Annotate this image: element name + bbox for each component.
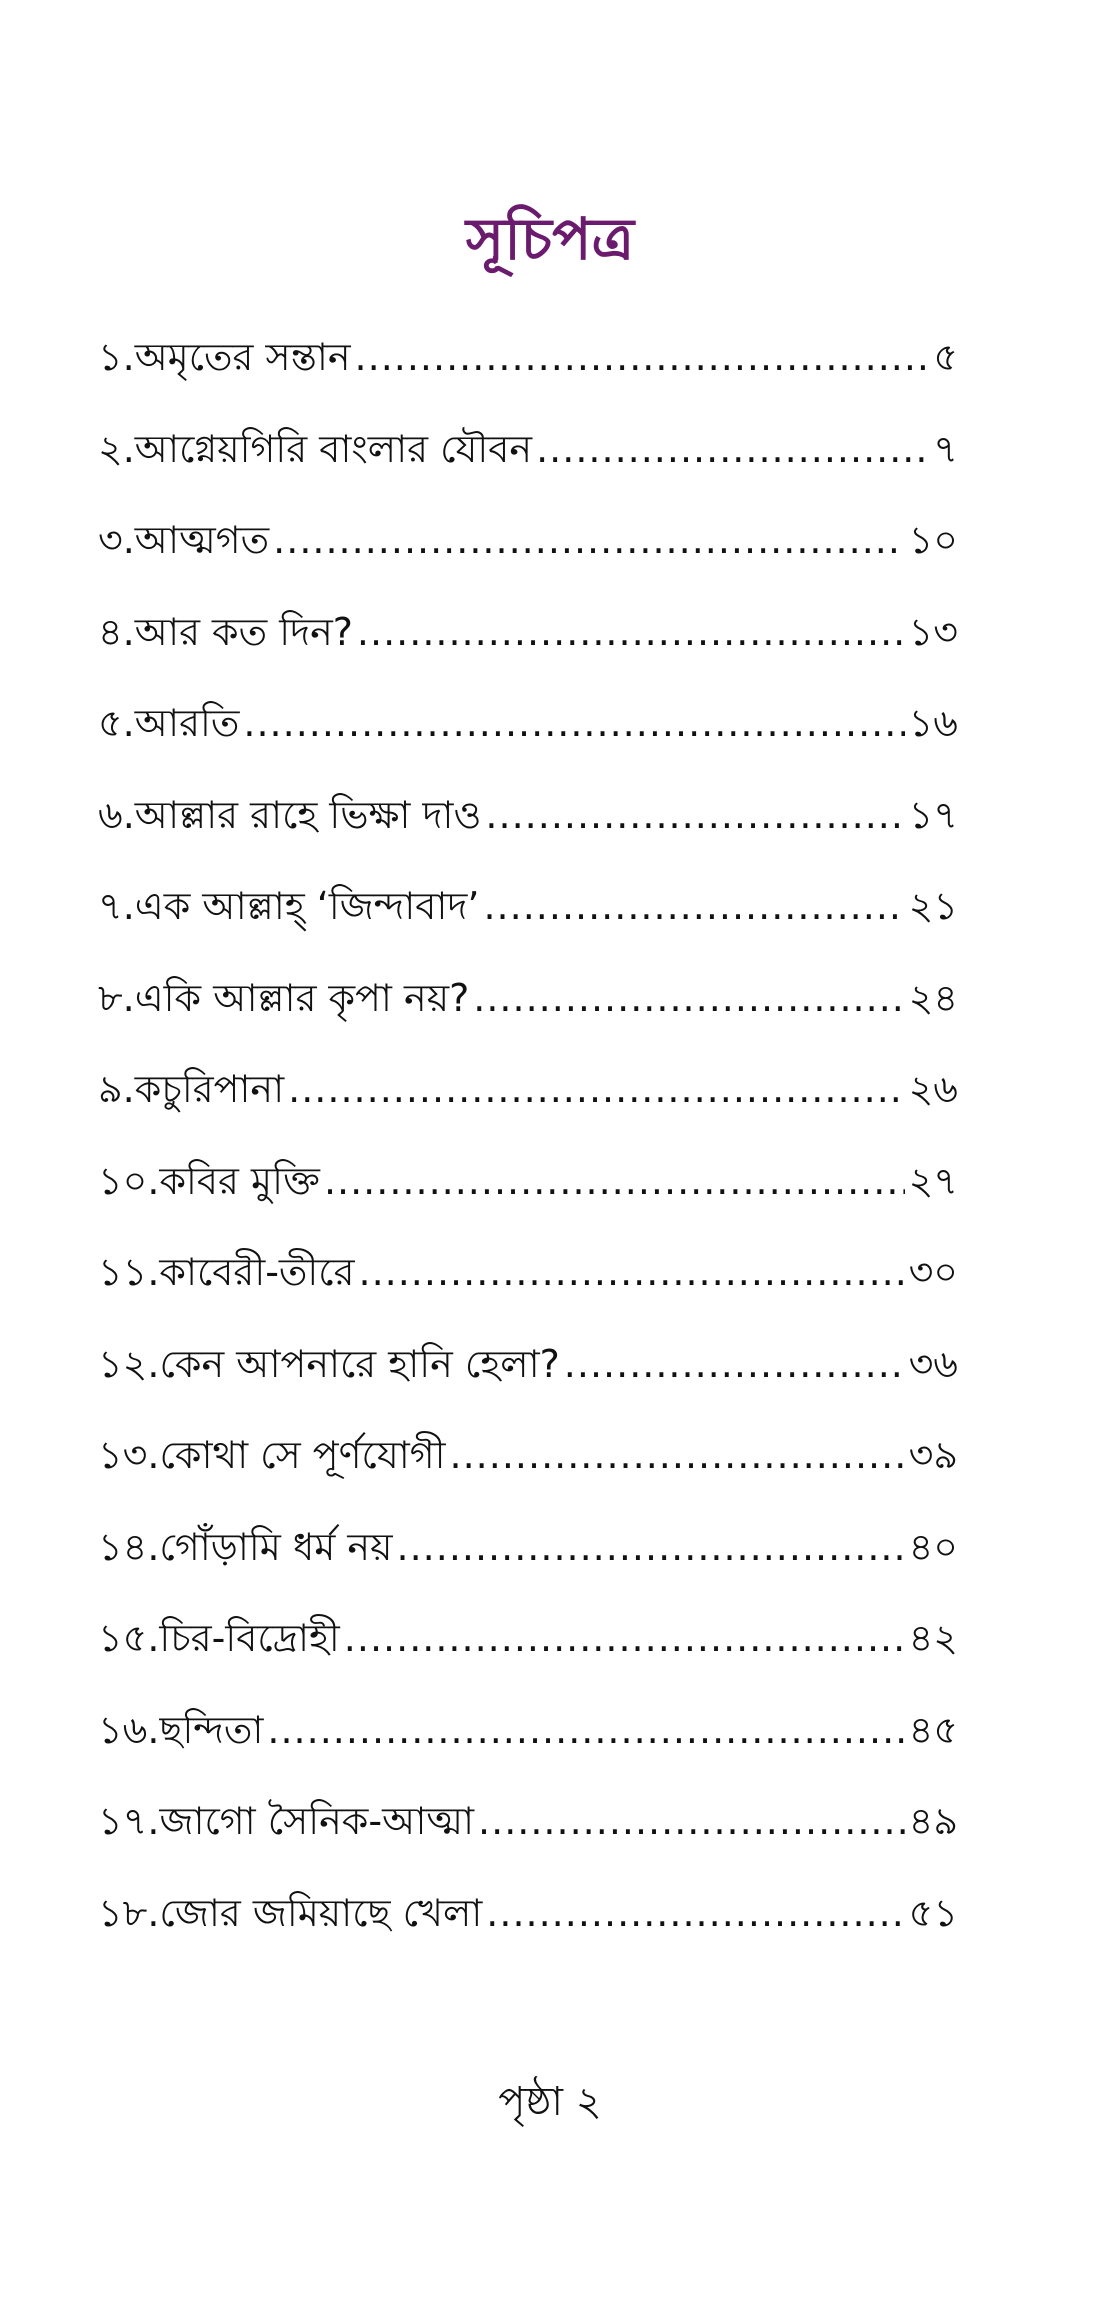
toc-entry-title: কাবেরী-তীরে <box>159 1250 355 1294</box>
toc-dot-leader <box>273 518 904 564</box>
toc-entry <box>98 1616 958 1708</box>
toc-entry-number: ১৭. <box>98 1799 160 1843</box>
toc-dot-leader <box>355 335 930 381</box>
toc-entry-number: ১৫. <box>98 1616 160 1660</box>
toc-entry <box>98 1525 958 1617</box>
toc-dot-leader <box>536 427 929 473</box>
toc-entry-title: জাগো সৈনিক-আত্মা <box>159 1799 475 1843</box>
page-number-footer: পৃষ্ঠা ২ <box>498 2079 602 2125</box>
toc-entry-number: ৮. <box>98 975 135 1020</box>
toc-entry-number: ১৪. <box>98 1524 160 1569</box>
toc-dot-leader <box>450 1433 905 1479</box>
toc-entry <box>98 976 958 1068</box>
toc-entry-number: ১. <box>98 335 135 379</box>
toc-entry <box>98 1250 958 1342</box>
toc-entry-title: আত্মগত <box>134 518 270 562</box>
toc-entry-title: আল্লার রাহে ভিক্ষা দাও <box>134 792 482 837</box>
toc-dot-leader <box>288 1067 904 1113</box>
page-title: সূচিপত্র <box>465 205 635 273</box>
toc-entry-number: ৭. <box>98 884 135 928</box>
toc-dot-leader <box>357 610 905 656</box>
toc-entry-page-number: ৫ <box>933 335 958 379</box>
toc-entry-title: চির-বিদ্রোহী <box>159 1616 340 1660</box>
toc-entry-title: একি আল্লার কৃপা নয়? <box>134 975 470 1020</box>
toc-entry-number: ৩. <box>98 518 135 562</box>
toc-entry <box>98 335 958 427</box>
toc-dot-leader <box>483 884 904 930</box>
toc-entry-title: আগ্নেয়গিরি বাংলার যৌবন <box>134 426 533 471</box>
toc-entry <box>98 701 958 793</box>
toc-entry-page-number: ২১ <box>908 884 958 928</box>
table-of-contents <box>98 335 958 1982</box>
toc-entry-number: ৬. <box>98 792 135 837</box>
toc-dot-leader <box>397 1525 905 1571</box>
toc-entry-number: ১১. <box>98 1250 160 1294</box>
toc-entry <box>98 1067 958 1159</box>
toc-entry <box>98 884 958 976</box>
toc-entry-page-number: ৭ <box>933 426 958 471</box>
toc-entry-page-number: ১৬ <box>908 701 958 745</box>
toc-entry-number: ১৩. <box>98 1433 160 1477</box>
toc-entry-number: ১০. <box>98 1158 160 1203</box>
toc-entry-page-number: ২৭ <box>908 1158 958 1203</box>
toc-entry-number: ৫. <box>98 701 135 745</box>
toc-entry-page-number: ১৩ <box>908 609 958 654</box>
toc-dot-leader <box>473 976 904 1022</box>
toc-entry <box>98 427 958 519</box>
toc-entry-title: গোঁড়ামি ধর্ম নয় <box>159 1524 393 1569</box>
toc-entry-page-number: ৪৯ <box>908 1799 958 1843</box>
toc-entry <box>98 1159 958 1251</box>
toc-dot-leader <box>358 1250 904 1296</box>
toc-entry-title: জোর জমিয়াছে খেলা <box>159 1890 483 1935</box>
toc-entry-page-number: ৪৫ <box>908 1707 958 1752</box>
toc-dot-leader <box>478 1799 905 1845</box>
toc-entry-title: অমৃতের সন্তান <box>134 335 351 379</box>
toc-entry-number: ১৮. <box>98 1890 160 1935</box>
toc-entry <box>98 1433 958 1525</box>
toc-entry <box>98 518 958 610</box>
toc-entry <box>98 793 958 885</box>
toc-dot-leader <box>486 1891 904 1937</box>
toc-entry-page-number: ৪২ <box>908 1616 958 1660</box>
toc-entry-title: আরতি <box>134 701 240 745</box>
toc-dot-leader <box>485 793 904 839</box>
toc-entry-page-number: ১০ <box>908 518 958 562</box>
toc-entry-page-number: ৫১ <box>908 1890 958 1935</box>
toc-entry-number: ১২. <box>98 1341 160 1386</box>
toc-entry-number: ৯. <box>98 1067 135 1111</box>
toc-entry-page-number: ২৬ <box>908 1067 958 1111</box>
toc-entry <box>98 1342 958 1434</box>
toc-entry-page-number: ৩০ <box>908 1250 958 1294</box>
toc-entry-number: ১৬. <box>98 1707 160 1752</box>
toc-entry-number: ৪. <box>98 609 135 654</box>
toc-entry-title: এক আল্লাহ্‌ ‘জিন্দাবাদ’ <box>134 884 480 928</box>
toc-entry-page-number: ৩৯ <box>908 1433 958 1477</box>
toc-entry-title: কোথা সে পূর্ণযোগী <box>159 1433 446 1477</box>
toc-entry-page-number: ২৪ <box>908 975 958 1020</box>
toc-dot-leader <box>324 1159 905 1205</box>
toc-entry <box>98 1799 958 1891</box>
toc-entry <box>98 1891 958 1983</box>
toc-entry-page-number: ৩৬ <box>908 1341 958 1386</box>
toc-entry-number: ২. <box>98 426 135 471</box>
toc-dot-leader <box>243 701 904 747</box>
toc-entry <box>98 1708 958 1800</box>
toc-dot-leader <box>564 1342 905 1388</box>
toc-dot-leader <box>267 1708 904 1754</box>
toc-entry-page-number: ১৭ <box>908 792 958 837</box>
toc-entry-title: কবির মুক্তি <box>159 1158 320 1203</box>
toc-entry-title: ছন্দিতা <box>159 1707 264 1752</box>
toc-entry <box>98 610 958 702</box>
toc-entry-page-number: ৪০ <box>908 1524 958 1569</box>
toc-entry-title: কচুরিপানা <box>134 1067 285 1111</box>
toc-entry-title: আর কত দিন? <box>134 609 353 654</box>
toc-entry-title: কেন আপনারে হানি হেলা? <box>159 1341 560 1386</box>
toc-dot-leader <box>344 1616 905 1662</box>
